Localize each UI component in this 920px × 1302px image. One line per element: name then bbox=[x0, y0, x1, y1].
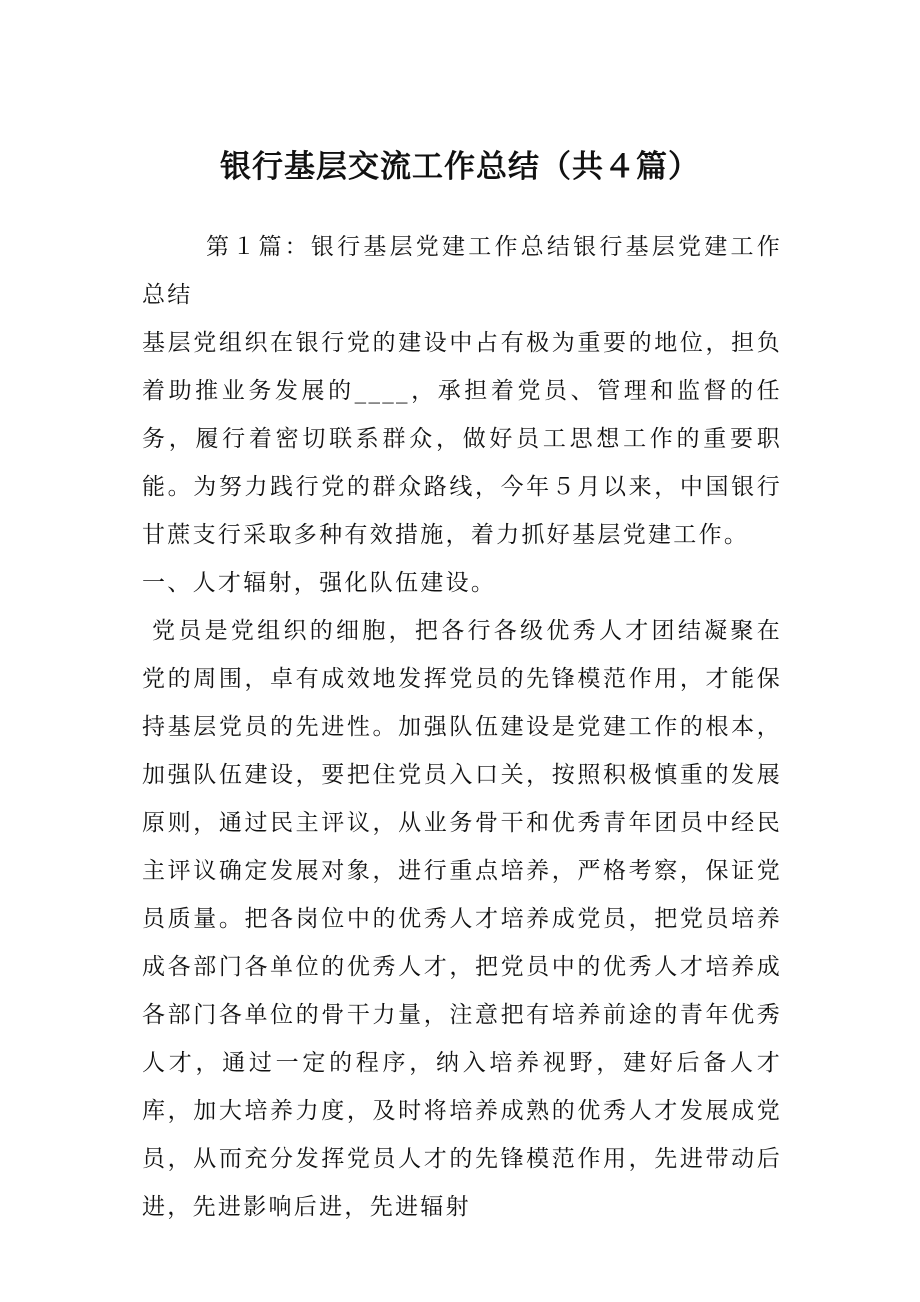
intro-paragraph: 基层党组织在银行党的建设中占有极为重要的地位，担负着助推业务发展的____，承担着党员、管理和监督的任务，履行着密切联系群众，做好员工思想工作的重要职能。为努力践行党的群众路线，今年５月以来，中国银行甘蔗支行采取多种有效措施，着力抓好基层党建工作。 bbox=[142, 330, 782, 548]
body-paragraph: 党员是党组织的细胞，把各行各级优秀人才团结凝聚在党的周围，卓有成效地发挥党员的先锋模范作用，才能保持基层党员的先进性。加强队伍建设是党建工作的根本，加强队伍建设，要把住党员入口关，按照积极慎重的发展原则，通过民主评议，从业务骨干和优秀青年团员中经民主评议确定发展对象，进行重点培养，严格考察，保证党员质量。把各岗位中的优秀人才培养成党员，把党员培养成各部门各单位的优秀人才，把党员中的优秀人才培养成各部门各单位的骨干力量，注意把有培养前途的青年优秀人才，通过一定的程序，纳入培养视野，建好后备人才库，加大培养力度，及时将培养成熟的优秀人才发展成党员，从而充分发挥党员人才的先锋模范作用，先进带动后进，先进影响后进，先进辐射 bbox=[142, 618, 782, 1220]
chapter-heading: 第１篇：银行基层党建工作总结银行基层党建工作总结 bbox=[142, 234, 782, 308]
section-heading: 一、人才辐射，强化队伍建设。 bbox=[142, 570, 497, 596]
document-title: 银行基层交流工作总结（共４篇） bbox=[220, 149, 700, 185]
document-body bbox=[142, 223, 782, 1231]
